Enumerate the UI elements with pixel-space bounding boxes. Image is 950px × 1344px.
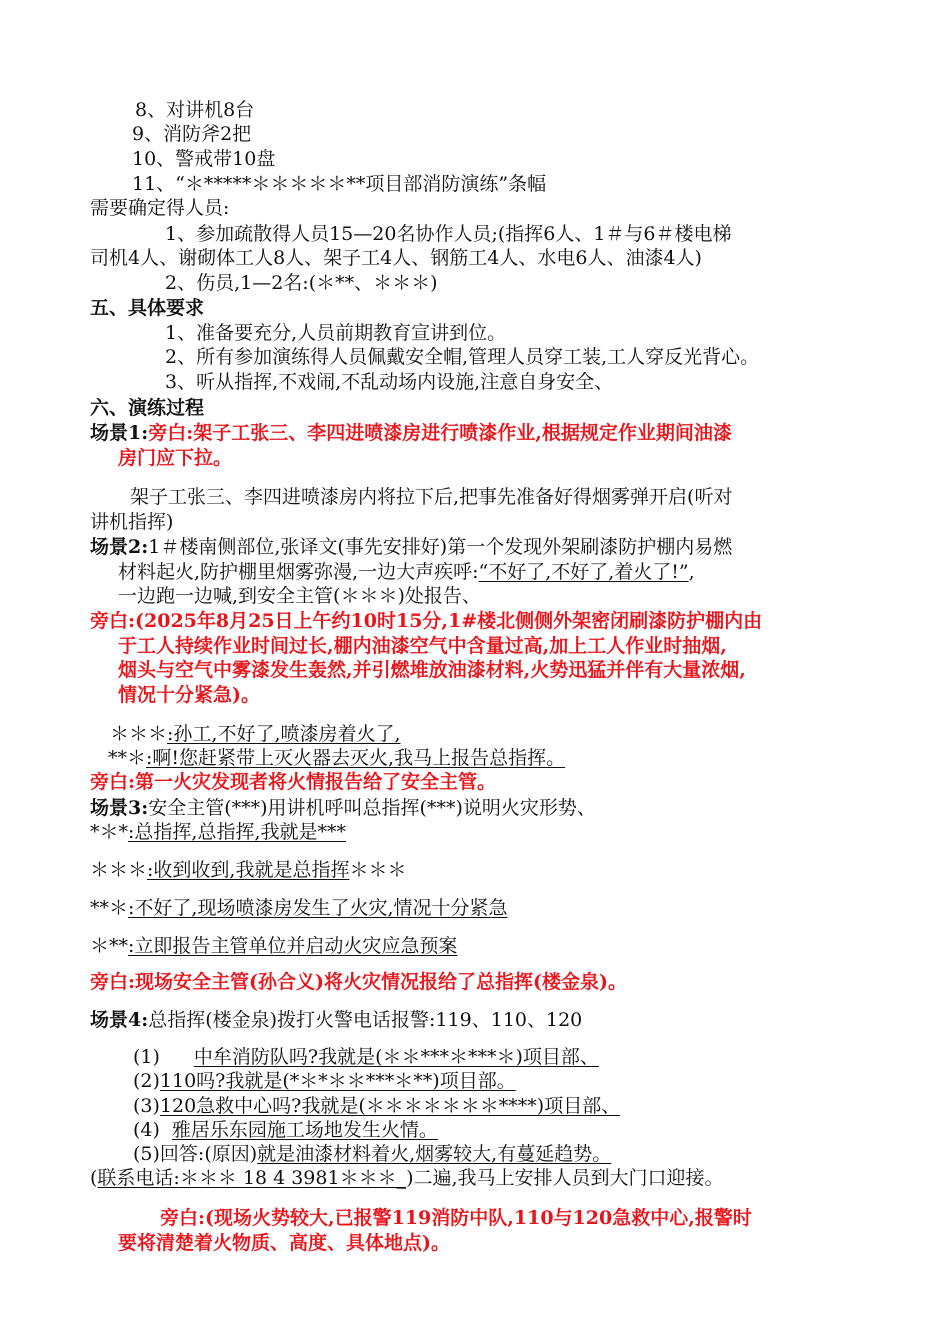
dialog-tail: ＊＊＊	[349, 859, 407, 881]
scene3-text-1: 安全主管(***)用讲机呼叫总指挥(***)说明火灾形势、	[148, 797, 596, 819]
equipment-item-11: 11、“＊*****＊＊＊＊＊**项目部消防演练”条幅	[132, 173, 547, 195]
call-text: 雅居乐东园施工场地发生火情。	[171, 1119, 438, 1141]
contact-open: (	[90, 1167, 98, 1189]
scene2-narration-2: 于工人持续作业时间过长,棚内油漆空气中含量过高,加上工人作业时抽烟,	[118, 635, 727, 657]
dialog-text: :收到收到,我就是总指挥	[147, 859, 350, 881]
scene4-line1	[90, 1008, 582, 1032]
scene4-narration-2: 要将清楚着火物质、高度、具体地点)。	[118, 1232, 450, 1254]
scene3-label: 场景3:	[90, 797, 149, 819]
call-text: 110吗?我就是(*＊*＊＊***＊**)项目部。	[159, 1070, 516, 1092]
scene3-dialog-4	[90, 934, 457, 958]
equipment-item-9: 9、消防斧2把	[132, 123, 252, 145]
dialog-speaker: ＊＊＊	[90, 859, 148, 881]
scene2-narration-3: 烟头与空气中雾漆发生轰然,并引燃堆放油漆材料,火势迅猛并伴有大量浓烟,	[118, 659, 746, 681]
scene2-line3: 一边跑一边喊,到安全主管(＊＊＊)处报告、	[118, 585, 481, 607]
scene2-line2	[118, 560, 695, 584]
section5-item3: 3、听从指挥,不戏闹,不乱动场内设施,注意自身安全、	[165, 371, 614, 393]
call-text: 120急救中心吗?我就是(＊＊＊＊＊＊＊****)项目部、	[159, 1095, 621, 1117]
dialog-speaker: **＊	[90, 897, 129, 919]
scene1-narration-1: 旁白:架子工张三、李四进喷漆房进行喷漆作业,根据规定作业期间油漆	[148, 422, 732, 444]
dialog-speaker: **＊	[108, 747, 147, 769]
scene2-quote: “不好了,不好了,着火了!”	[478, 561, 689, 583]
scene1-action-1: 架子工张三、李四进喷漆房内将拉下后,把事先准备好得烟雾弹开启(听对	[130, 486, 733, 508]
dialog-text: :孙工,不好了,喷漆房着火了,	[167, 723, 401, 745]
scene3-dialog-3	[90, 896, 508, 920]
contact-label: 联系电话:	[97, 1167, 180, 1189]
scene2-narration-5: 旁白:第一火灾发现者将火情报告给了安全主管。	[90, 771, 497, 793]
scene4-contact	[90, 1166, 724, 1190]
scene4-call-3	[133, 1094, 620, 1118]
scene4-narration-1: 旁白:(现场火势较大,已报警119消防中队,110与120急救中心,报警时	[160, 1207, 752, 1229]
call-number: (4)	[133, 1119, 160, 1141]
scene4-call-1	[133, 1045, 599, 1069]
section6-heading: 六、演练过程	[90, 397, 205, 419]
personnel-item1-line2: 司机4人、谢砌体工人8人、架子工4人、钢筋工4人、水电6人、油漆4人)	[90, 247, 702, 269]
answer-label: (5)回答:(原因)	[133, 1143, 258, 1165]
scene1-action-2: 讲机指挥)	[90, 511, 174, 533]
contact-close: )二遍,我马上安排人员到大门口迎接。	[406, 1167, 724, 1189]
scene2-text-1: 1＃楼南侧部位,张译文(事先安排好)第一个发现外架刷漆防护棚内易燃	[148, 536, 733, 558]
scene3-dialog-2	[90, 858, 406, 882]
scene2-narration-1: 旁白:(2025年8月25日上午约10时15分,1#楼北侧侧外架密闭刷漆防护棚内由	[90, 610, 763, 632]
scene3-line1	[90, 796, 596, 820]
section5-item2: 2、所有参加演练得人员佩戴安全帽,管理人员穿工装,工人穿反光背心。	[165, 346, 760, 368]
personnel-item1-line1: 1、参加疏散得人员15—20名协作人员;(指挥6人、1＃与6＃楼电梯	[165, 223, 732, 245]
call-number: (2)	[133, 1070, 160, 1092]
dialog-text: :不好了,现场喷漆房发生了火灾,情况十分紧急	[128, 897, 508, 919]
section5-heading: 五、具体要求	[90, 297, 205, 319]
scene4-call-2	[133, 1069, 516, 1093]
dialog-text: :总指挥,总指挥,我就是***	[128, 821, 346, 843]
scene4-text-1: 总指挥(楼金泉)拨打火警电话报警:119、110、120	[148, 1009, 583, 1031]
dialog-text: :立即报告主管单位并启动火灾应急预案	[128, 935, 458, 957]
call-text: 中牟消防队吗?我就是(＊＊***＊***＊)项目部、	[193, 1046, 599, 1068]
scene2-dialog-1	[110, 722, 401, 746]
dialog-text: :啊!您赶紧带上灭火器去灭火,我马上报告总指挥。	[146, 747, 566, 769]
contact-tail: ＊＊＊_	[339, 1167, 407, 1189]
scene2-text-2: 材料起火,防护棚里烟雾弥漫,一边大声疾呼:	[118, 561, 479, 583]
scene4-label: 场景4:	[90, 1009, 149, 1031]
section5-item1: 1、准备要充分,人员前期教育宣讲到位。	[165, 322, 507, 344]
equipment-item-8: 8、对讲机8台	[135, 99, 255, 121]
dialog-speaker: ＊＊＊	[110, 723, 168, 745]
scene2-label: 场景2:	[90, 536, 149, 558]
personnel-item2: 2、伤员,1—2名:(＊**、＊＊＊)	[165, 272, 438, 294]
personnel-heading: 需要确定得人员:	[90, 197, 230, 219]
equipment-item-10: 10、警戒带10盘	[132, 148, 276, 170]
scene1-line	[90, 421, 732, 445]
scene3-dialog-1	[90, 820, 346, 844]
scene4-answer	[133, 1142, 611, 1166]
scene2-text-2-tail: ,	[688, 561, 695, 583]
answer-text: 就是油漆材料着火,烟雾较大,有蔓延趋势。	[257, 1143, 612, 1165]
scene3-narration: 旁白:现场安全主管(孙合义)将火灾情况报给了总指挥(楼金泉)。	[90, 971, 627, 993]
call-number: (1)	[133, 1046, 160, 1068]
dialog-speaker: ＊**	[90, 935, 129, 957]
scene4-call-4	[133, 1118, 438, 1142]
contact-number: ＊＊＊ 18 4 3981	[179, 1167, 340, 1189]
scene2-narration-4: 情况十分紧急)。	[118, 684, 260, 706]
scene1-narration-2: 房门应下拉。	[118, 447, 233, 469]
dialog-speaker: *＊*	[90, 821, 129, 843]
scene2-line1	[90, 535, 732, 559]
scene2-dialog-2	[108, 746, 565, 770]
scene1-label: 场景1:	[90, 422, 149, 444]
call-number: (3)	[133, 1095, 160, 1117]
